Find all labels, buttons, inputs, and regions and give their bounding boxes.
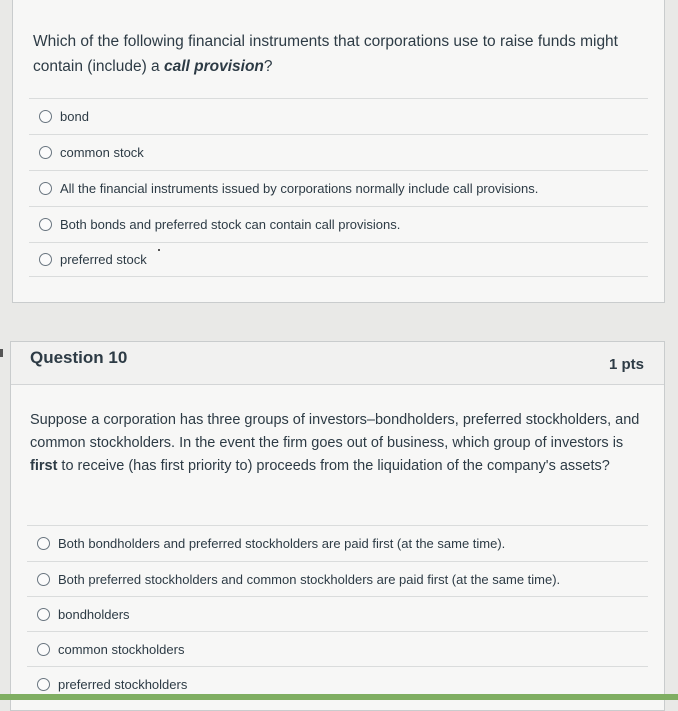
page-edge-marker: [0, 349, 3, 357]
answer-option-bonds-and-preferred[interactable]: [29, 206, 648, 241]
bottom-accent-strip: [0, 694, 678, 700]
radio-button[interactable]: [39, 253, 52, 266]
radio-button[interactable]: [39, 146, 52, 159]
answer-option-label: Both preferred stockholders and common stockholders are paid first (at the same time).: [58, 571, 561, 587]
question-9-prompt-emphasis: call provision: [163, 58, 264, 75]
answer-option-label: preferred stockholders: [58, 676, 188, 692]
question-10-prompt-emphasis: first: [30, 458, 58, 474]
question-9-prompt: [33, 29, 623, 79]
answer-option-label: common stock: [60, 144, 144, 160]
question-10-prompt: [30, 409, 640, 478]
radio-button[interactable]: [37, 678, 50, 691]
answer-option-label: bondholders: [58, 606, 130, 622]
answer-option-label: common stockholders: [58, 641, 185, 657]
radio-button[interactable]: [37, 537, 50, 550]
answer-option-label: Both bondholders and preferred stockholders are paid first (at the same time).: [58, 535, 506, 551]
radio-button[interactable]: [37, 643, 50, 656]
question-points: 1 pts: [608, 356, 644, 373]
answer-option-common-stockholders[interactable]: [27, 631, 648, 666]
answer-option-preferred-and-common[interactable]: [27, 561, 648, 596]
question-10-prompt-end: to receive (has first priority to) proceeds from the liquidation of the company's assets?: [57, 458, 610, 474]
question-9-prompt-text: Which of the following financial instruments that corporations use to raise funds might contain (include) a: [33, 33, 618, 75]
answer-option-label: preferred stock: [60, 252, 147, 267]
question-9-card: [12, 0, 665, 303]
question-9-prompt-end: ?: [263, 58, 273, 75]
question-header: [11, 342, 664, 385]
radio-button[interactable]: [39, 182, 52, 195]
radio-button[interactable]: [39, 110, 52, 123]
question-10-card: [10, 341, 665, 711]
answer-option-bondholders[interactable]: [27, 596, 648, 631]
answer-option-label: bond: [60, 108, 89, 124]
answer-option-preferred-stock[interactable]: [29, 242, 648, 277]
question-10-prompt-text: Suppose a corporation has three groups of investors–bondholders, preferred stockholders, and common stockholders. In the event the firm goes out of business, which group of investors is: [30, 412, 640, 451]
radio-button[interactable]: [37, 573, 50, 586]
answer-option-all-instruments[interactable]: [29, 170, 648, 205]
answer-option-label: All the financial instruments issued by corporations normally include call provisions.: [60, 180, 539, 196]
question-title: Question 10: [30, 348, 128, 367]
radio-button[interactable]: [37, 608, 50, 621]
stray-mark: [158, 249, 160, 251]
radio-button[interactable]: [39, 218, 52, 231]
answer-option-bondholders-and-preferred[interactable]: [27, 525, 648, 560]
answer-option-label: Both bonds and preferred stock can contain call provisions.: [60, 216, 401, 232]
answer-option-common-stock[interactable]: [29, 134, 648, 169]
answer-option-bond[interactable]: [29, 98, 648, 133]
